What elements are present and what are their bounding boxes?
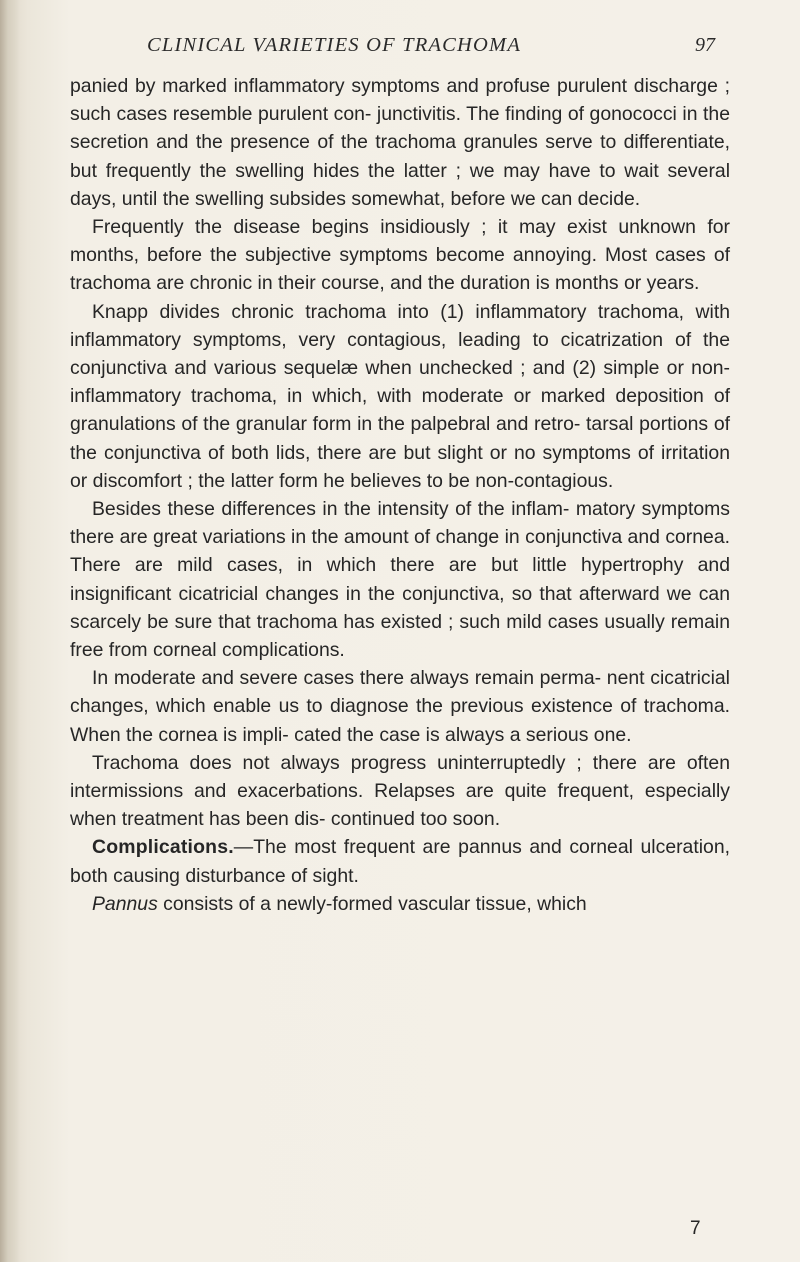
- pannus-text: consists of a newly-formed vascular tissue, which: [157, 892, 587, 915]
- paragraph-relapses: Trachoma does not always progress uninterruptedly ; there are often intermissions and exacerbations. Relapses are quite frequent, especially when treatment has been dis- continued too soon.: [70, 751, 730, 831]
- paragraph-knapp-classification: Knapp divides chronic trachoma into (1) inflammatory trachoma, with inflammatory symptoms, very contagious, leading to cicatrization of the conjunctiva and various sequelæ when unchecked ; and (2) simple or non-inflammatory trachoma, in which, with moderate or marked deposition of granulations of the granular form in the palpebral and retro- tarsal portions of the conjunctiva of both lids, there are but slight or no symptoms of irritation or discomfort ; the latter form he believes to be non-contagious.: [70, 300, 730, 492]
- paragraph-variations: Besides these differences in the intensity of the inflam- matory symptoms there are great variations in the amount of change in conjunctiva and cornea. There are mild cases, in which there are but little hypertrophy and insignificant cicatricial changes in the conjunctiva, so that afterward we can scarcely be sure that trachoma has existed ; such mild cases usually remain free from corneal complications.: [70, 498, 730, 662]
- complications-heading: Complications.: [92, 836, 234, 859]
- binding-gutter: [0, 0, 20, 1262]
- paragraph-pannus: [70, 890, 730, 918]
- body-text: [70, 72, 730, 918]
- paragraph-insidious-onset: Frequently the disease begins insidiously ; it may exist unknown for months, before the subjective symptoms become annoying. Most cases of trachoma are chronic in their course, and the duration is months or years.: [70, 216, 730, 295]
- paragraph-complications: [70, 833, 730, 889]
- page-number: 97: [695, 34, 715, 56]
- paragraph-continued: panied by marked inflammatory symptoms and profuse purulent discharge ; such cases resemble purulent con- junctivitis. The finding of gonococci in the secretion and the presence of the trachoma granules serve to differentiate, but frequently the swelling hides the latter ; we may have to wait several days, until the swelling subsides somewhat, before we can decide.: [70, 75, 730, 210]
- signature-mark: 7: [690, 1218, 701, 1239]
- paragraph-moderate-severe: In moderate and severe cases there always remain perma- nent cicatricial changes, which enable us to diagnose the previous existence of trachoma. When the cornea is impli- cated the case is always a serious one.: [70, 667, 730, 746]
- complications-text: —The most frequent are pannus and corneal ulceration, both causing disturbance of sight.: [70, 836, 730, 887]
- pannus-term: Pannus: [92, 892, 158, 915]
- running-title: CLINICAL VARIETIES OF TRACHOMA: [147, 34, 522, 56]
